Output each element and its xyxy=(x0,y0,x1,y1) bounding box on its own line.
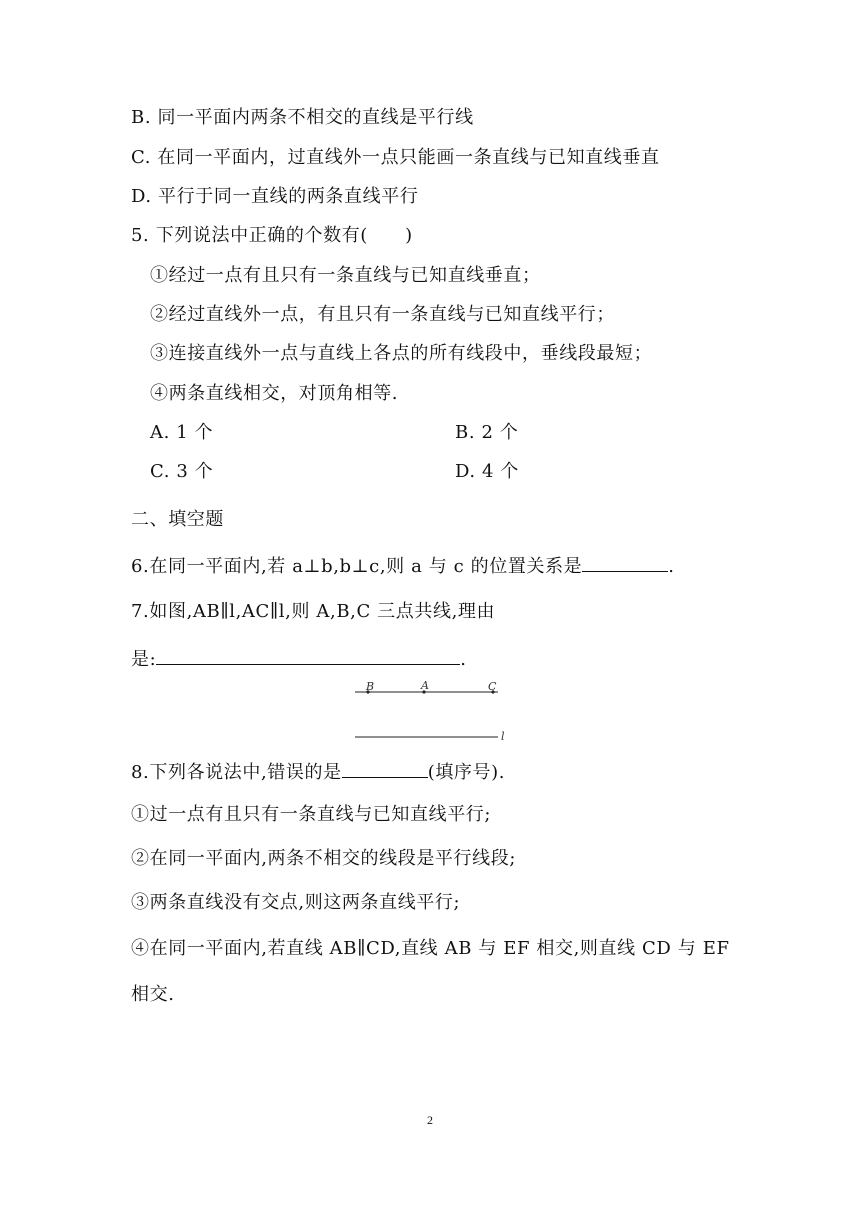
page-number: 2 xyxy=(427,1113,433,1127)
option-c: C. 在同一平面内，过直线外一点只能画一条直线与已知直线垂直 xyxy=(131,147,660,168)
question-7-line1: 7.如图,AB∥l,AC∥l,则 A,B,C 三点共线,理由 xyxy=(131,601,496,622)
q6-answer-blank[interactable] xyxy=(582,553,668,572)
q6-text: 6.在同一平面内,若 a⊥b,b⊥c,则 a 与 c 的位置关系是 xyxy=(131,556,583,577)
q7-answer-blank[interactable] xyxy=(156,646,460,665)
question-7-line2 xyxy=(131,646,467,672)
q5-option-d: D. 4 个 xyxy=(455,461,520,482)
q8-suffix: (填序号). xyxy=(427,762,506,783)
q7-text: 是: xyxy=(131,649,157,670)
question-6 xyxy=(131,553,675,579)
q8-statement-1: ①过一点有且只有一条直线与已知直线平行; xyxy=(131,804,492,825)
label-l: l xyxy=(501,730,505,743)
label-c: C xyxy=(488,680,497,693)
q5-option-c: C. 3 个 xyxy=(150,461,214,482)
q8-statement-2: ②在同一平面内,两条不相交的线段是平行线段; xyxy=(131,848,516,869)
question-5: 5. 下列说法中正确的个数有( ) xyxy=(131,225,413,246)
q8-text: 8.下列各说法中,错误的是 xyxy=(131,762,342,783)
q8-statement-4: ④在同一平面内,若直线 AB∥CD,直线 AB 与 EF 相交,则直线 CD 与 EF xyxy=(131,938,730,959)
q8-answer-blank[interactable] xyxy=(342,759,428,778)
option-b: B. 同一平面内两条不相交的直线是平行线 xyxy=(131,107,474,128)
q7-period: . xyxy=(460,649,467,670)
q5-statement-4: ④两条直线相交，对顶角相等. xyxy=(150,383,399,404)
label-b: B xyxy=(366,680,375,693)
q5-statement-2: ②经过直线外一点，有且只有一条直线与已知直线平行； xyxy=(150,304,615,325)
question-8 xyxy=(131,759,505,785)
section-heading: 二、填空题 xyxy=(131,509,224,530)
label-a: A xyxy=(421,679,429,692)
q8-statement-3: ③两条直线没有交点,则这两条直线平行; xyxy=(131,892,461,913)
q8-statement-4-continued: 相交. xyxy=(131,984,175,1005)
option-d: D. 平行于同一直线的两条直线平行 xyxy=(131,186,419,207)
q5-option-b: B. 2 个 xyxy=(455,422,519,443)
collinear-points-figure xyxy=(350,676,520,746)
q5-statement-3: ③连接直线外一点与直线上各点的所有线段中，垂线段最短； xyxy=(150,343,653,364)
q5-option-a: A. 1 个 xyxy=(150,422,214,443)
q5-statement-1: ①经过一点有且只有一条直线与已知直线垂直； xyxy=(150,265,541,286)
q6-period: . xyxy=(668,556,675,577)
